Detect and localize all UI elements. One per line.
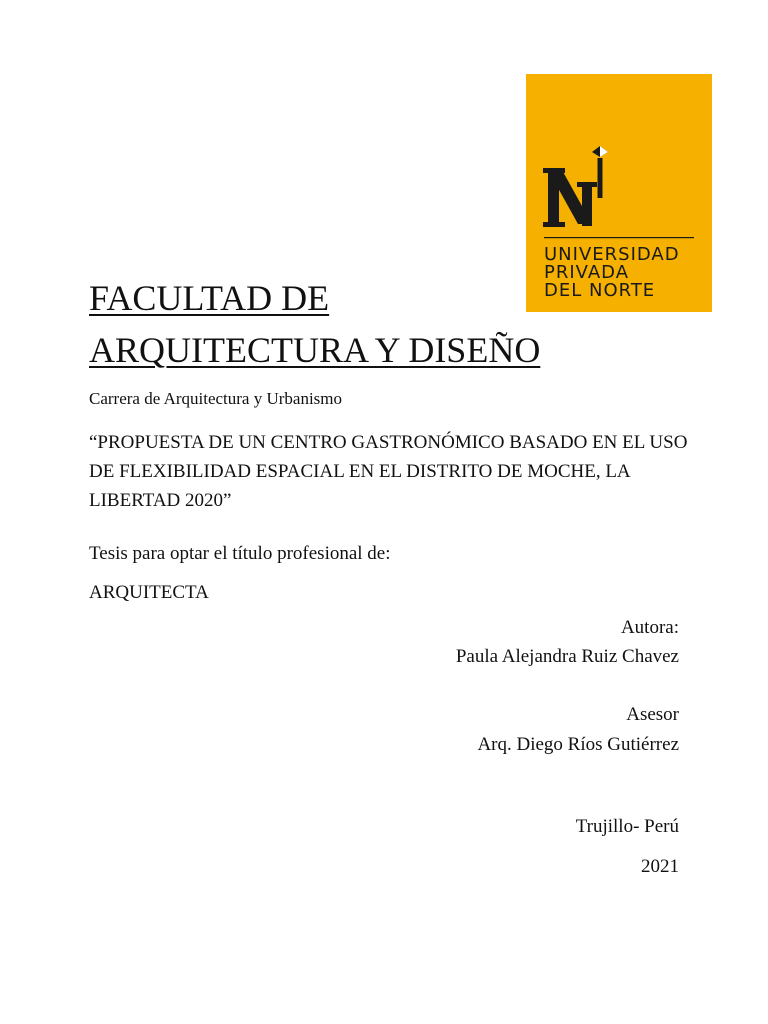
author-name: Paula Alejandra Ruiz Chavez (455, 646, 679, 667)
logo-line-2: PRIVADA (544, 262, 630, 283)
advisor-name: Arq. Diego Ríos Gutiérrez (477, 734, 679, 755)
university-logo (526, 74, 712, 312)
degree-intro: Tesis para optar el título profesional de: (89, 543, 391, 564)
logo-line-3: DEL NORTE (544, 280, 656, 301)
place: Trujillo- Perú (575, 816, 679, 837)
career-name: Carrera de Arquitectura y Urbanismo (89, 389, 343, 408)
advisor-label: Asesor (626, 704, 679, 725)
logo-line-1: UNIVERSIDAD (544, 244, 680, 265)
logo-wordmark (544, 246, 680, 300)
year: 2021 (641, 856, 679, 877)
thesis-title: “PROPUESTA DE UN CENTRO GASTRONÓMICO BASADO EN EL USO DE FLEXIBILIDAD ESPACIAL EN EL DISTRITO DE MOCHE, LA LIBERTAD 2020” (89, 432, 688, 511)
faculty-title-line-1: FACULTAD DE (89, 278, 330, 318)
faculty-title (89, 272, 540, 376)
author-label: Autora: (620, 617, 679, 638)
degree-title: ARQUITECTA (89, 582, 209, 603)
faculty-title-line-2: ARQUITECTURA Y DISEÑO (89, 330, 541, 370)
